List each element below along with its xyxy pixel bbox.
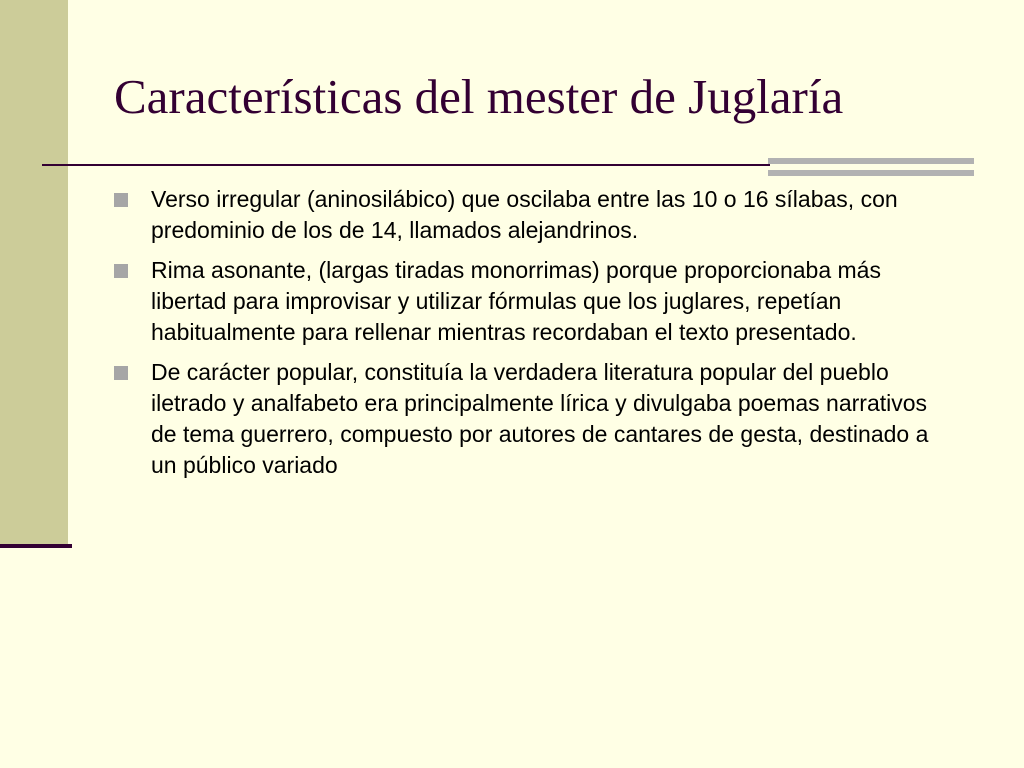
slide-title: Características del mester de Juglaría [114, 69, 844, 124]
bullet-item [114, 357, 954, 481]
bullet-text: Rima asonante, (largas tiradas monorrimas) porque proporcionaba más libertad para improvisar y utilizar fórmulas que los juglares, repetían habitualmente para rellenar mientras recordaban el texto presentado. [151, 257, 881, 345]
title-accent-bar-lower [768, 170, 974, 176]
bullet-text: Verso irregular (aninosilábico) que oscilaba entre las 10 o 16 sílabas, con predominio de los de 14, llamados alejandrinos. [151, 186, 898, 243]
bullet-list [114, 184, 954, 490]
side-band-rule [0, 544, 72, 548]
bullet-text: De carácter popular, constituía la verdadera literatura popular del pueblo iletrado y analfabeto era principalmente lírica y divulgaba poemas narrativos de tema guerrero, compuesto por autores de cantares de gesta, destinado a un público variado [151, 359, 929, 478]
side-decorative-band [0, 0, 68, 546]
square-bullet-icon [114, 366, 128, 380]
square-bullet-icon [114, 193, 128, 207]
title-underline [42, 164, 770, 166]
bullet-item [114, 255, 954, 348]
bullet-item [114, 184, 954, 246]
title-accent-bar-upper [768, 158, 974, 164]
square-bullet-icon [114, 264, 128, 278]
